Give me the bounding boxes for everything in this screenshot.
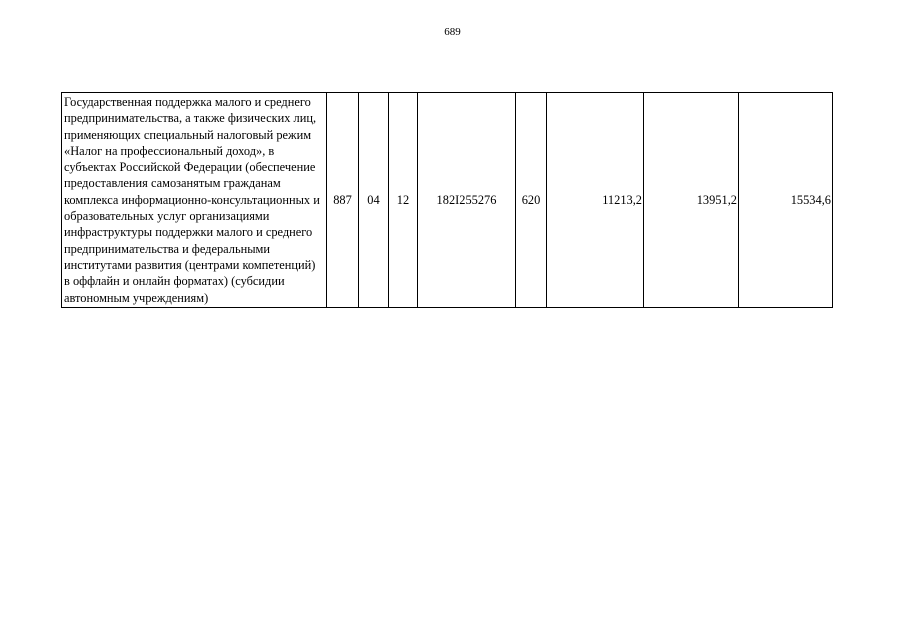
amount-2-cell: 13951,2 [644, 93, 739, 308]
expense-type-cell: 620 [516, 93, 547, 308]
amount-3-cell: 15534,6 [739, 93, 833, 308]
target-article-cell: 182I255276 [418, 93, 516, 308]
budget-table [61, 92, 833, 308]
row-description: Государственная поддержка малого и среднего предпринимательства, а также физических лиц, применяющих специальный налоговый режим «Налог на профессиональный доход», в субъектах Российской Федерации (обеспечение предоставления самозанятым гражданам комплекса информационно-консультационных и образовательных услуг организациями инфраструктуры поддержки малого и среднего предпринимательства и федеральными институтами развития (центрами компетенций) в оффлайн и онлайн форматах) (субсидии автономным учреждениям) [62, 93, 327, 308]
page-number: 689 [444, 26, 461, 38]
amount-1-cell: 11213,2 [547, 93, 644, 308]
table-row [62, 93, 833, 308]
subsection-cell: 12 [389, 93, 418, 308]
section-cell: 04 [359, 93, 389, 308]
ministry-code-cell: 887 [327, 93, 359, 308]
